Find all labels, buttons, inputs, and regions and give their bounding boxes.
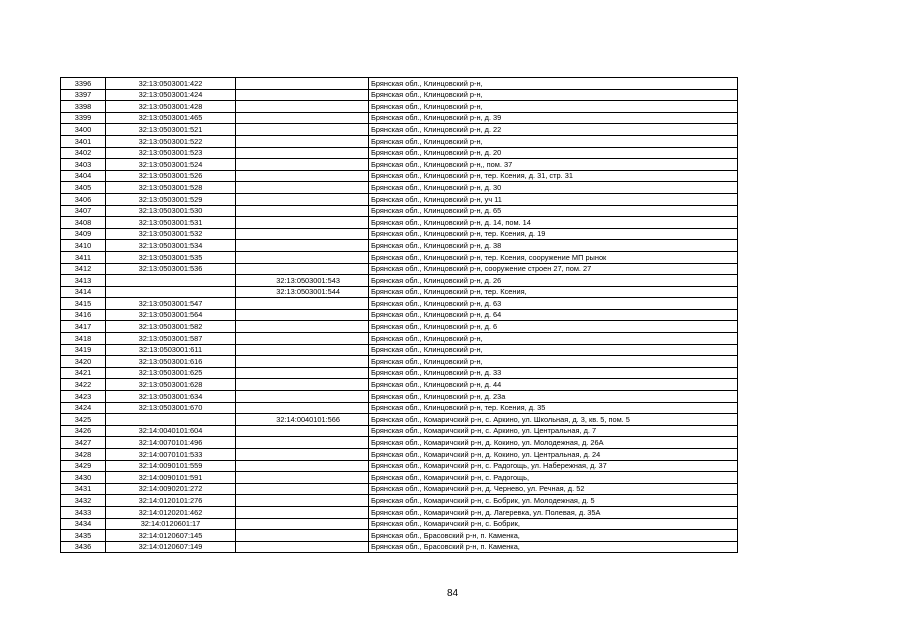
row-number-cell: 3401 — [61, 135, 106, 147]
cadastral-number-alt-cell — [236, 449, 369, 461]
row-number-cell: 3410 — [61, 240, 106, 252]
table-row — [61, 367, 738, 379]
cadastral-number-cell: 32:13:0503001:628 — [106, 379, 236, 391]
cadastral-number-cell: 32:14:0090101:591 — [106, 472, 236, 484]
address-cell: Брянская обл., Комаричский р-н, с. Аркино, ул. Школьная, д. 3, кв. 5, пом. 5 — [369, 414, 738, 426]
cadastral-number-alt-cell — [236, 78, 369, 90]
address-cell: Брянская обл., Клинцовский р-н, тер. Ксения, д. 19 — [369, 228, 738, 240]
row-number-cell: 3397 — [61, 89, 106, 101]
table-row — [61, 460, 738, 472]
table-row — [61, 518, 738, 530]
address-cell: Брянская обл., Клинцовский р-н, — [369, 344, 738, 356]
address-cell: Брянская обл., Клинцовский р-н, — [369, 89, 738, 101]
cadastral-number-alt-cell — [236, 101, 369, 113]
cadastral-number-alt-cell — [236, 402, 369, 414]
cadastral-number-alt-cell — [236, 205, 369, 217]
cadastral-number-alt-cell — [236, 356, 369, 368]
table-row — [61, 530, 738, 542]
cadastral-number-cell: 32:13:0503001:564 — [106, 309, 236, 321]
cadastral-number-cell: 32:13:0503001:424 — [106, 89, 236, 101]
cadastral-number-cell: 32:13:0503001:531 — [106, 217, 236, 229]
table-row — [61, 414, 738, 426]
cadastral-number-alt-cell — [236, 89, 369, 101]
row-number-cell: 3414 — [61, 286, 106, 298]
address-cell: Брянская обл., Клинцовский р-н, д. 26 — [369, 275, 738, 287]
row-number-cell: 3402 — [61, 147, 106, 159]
address-cell: Брянская обл., Клинцовский р-н, д. 64 — [369, 309, 738, 321]
row-number-cell: 3404 — [61, 170, 106, 182]
address-cell: Брянская обл., Клинцовский р-н, д. 6 — [369, 321, 738, 333]
cadastral-number-alt-cell — [236, 309, 369, 321]
address-cell: Брянская обл., Клинцовский р-н, — [369, 356, 738, 368]
row-number-cell: 3406 — [61, 193, 106, 205]
address-cell: Брянская обл., Клинцовский р-н, д. 65 — [369, 205, 738, 217]
row-number-cell: 3428 — [61, 449, 106, 461]
table-row — [61, 159, 738, 171]
table-row — [61, 170, 738, 182]
row-number-cell: 3426 — [61, 425, 106, 437]
cadastral-number-cell: 32:13:0503001:582 — [106, 321, 236, 333]
address-cell: Брянская обл., Клинцовский р-н, д. 39 — [369, 112, 738, 124]
address-cell: Брянская обл., Комаричский р-н, с. Радогощь, ул. Набережная, д. 37 — [369, 460, 738, 472]
cadastral-number-cell: 32:13:0503001:634 — [106, 391, 236, 403]
address-cell: Брянская обл., Брасовский р-н, п. Каменка, — [369, 530, 738, 542]
address-cell: Брянская обл., Комаричский р-н, д. Лагеревка, ул. Полевая, д. 35А — [369, 506, 738, 518]
row-number-cell: 3418 — [61, 333, 106, 345]
cadastral-number-alt-cell — [236, 298, 369, 310]
table-row — [61, 286, 738, 298]
cadastral-number-cell — [106, 275, 236, 287]
table-row — [61, 333, 738, 345]
address-cell: Брянская обл., Комаричский р-н, д. Чернево, ул. Речная, д. 52 — [369, 483, 738, 495]
table-row — [61, 147, 738, 159]
address-cell: Брянская обл., Клинцовский р-н, д. 14, пом. 14 — [369, 217, 738, 229]
cadastral-number-cell: 32:13:0503001:534 — [106, 240, 236, 252]
address-cell: Брянская обл., Клинцовский р-н, тер. Ксения, д. 35 — [369, 402, 738, 414]
cadastral-number-alt-cell — [236, 483, 369, 495]
address-cell: Брянская обл., Клинцовский р-н, — [369, 135, 738, 147]
cadastral-number-cell: 32:13:0503001:530 — [106, 205, 236, 217]
cadastral-number-alt-cell — [236, 379, 369, 391]
address-cell: Брянская обл., Клинцовский р-н,, пом. 37 — [369, 159, 738, 171]
row-number-cell: 3430 — [61, 472, 106, 484]
address-cell: Брянская обл., Клинцовский р-н, тер. Ксения, д. 31, стр. 31 — [369, 170, 738, 182]
address-cell: Брянская обл., Клинцовский р-н, — [369, 78, 738, 90]
cadastral-number-cell: 32:13:0503001:536 — [106, 263, 236, 275]
row-number-cell: 3434 — [61, 518, 106, 530]
row-number-cell: 3416 — [61, 309, 106, 321]
row-number-cell: 3398 — [61, 101, 106, 113]
address-cell: Брянская обл., Клинцовский р-н, д. 22 — [369, 124, 738, 136]
row-number-cell: 3423 — [61, 391, 106, 403]
row-number-cell: 3408 — [61, 217, 106, 229]
table-row — [61, 298, 738, 310]
cadastral-number-alt-cell — [236, 263, 369, 275]
cadastral-number-alt-cell — [236, 251, 369, 263]
cadastral-number-alt-cell — [236, 530, 369, 542]
cadastral-number-cell: 32:13:0503001:625 — [106, 367, 236, 379]
table-row — [61, 379, 738, 391]
cadastral-number-alt-cell: 32:13:0503001:544 — [236, 286, 369, 298]
cadastral-number-cell: 32:13:0503001:523 — [106, 147, 236, 159]
cadastral-number-alt-cell — [236, 321, 369, 333]
row-number-cell: 3431 — [61, 483, 106, 495]
cadastral-number-alt-cell — [236, 112, 369, 124]
row-number-cell: 3400 — [61, 124, 106, 136]
row-number-cell: 3396 — [61, 78, 106, 90]
cadastral-number-cell — [106, 286, 236, 298]
address-cell: Брянская обл., Клинцовский р-н, — [369, 101, 738, 113]
cadastral-number-alt-cell — [236, 228, 369, 240]
table-row — [61, 437, 738, 449]
row-number-cell: 3432 — [61, 495, 106, 507]
table-row — [61, 251, 738, 263]
address-cell: Брянская обл., Комаричский р-н, с. Аркино, ул. Центральная, д. 7 — [369, 425, 738, 437]
registry-table — [60, 77, 738, 553]
row-number-cell: 3412 — [61, 263, 106, 275]
table-row — [61, 344, 738, 356]
address-cell: Брянская обл., Клинцовский р-н, д. 38 — [369, 240, 738, 252]
cadastral-number-alt-cell — [236, 541, 369, 553]
table-row — [61, 356, 738, 368]
registry-table-body — [61, 78, 738, 553]
cadastral-number-alt-cell — [236, 344, 369, 356]
cadastral-number-alt-cell — [236, 135, 369, 147]
row-number-cell: 3407 — [61, 205, 106, 217]
row-number-cell: 3424 — [61, 402, 106, 414]
cadastral-number-cell: 32:13:0503001:528 — [106, 182, 236, 194]
cadastral-number-cell: 32:13:0503001:529 — [106, 193, 236, 205]
row-number-cell: 3422 — [61, 379, 106, 391]
table-row — [61, 124, 738, 136]
cadastral-number-alt-cell — [236, 518, 369, 530]
cadastral-number-alt-cell — [236, 495, 369, 507]
cadastral-number-alt-cell — [236, 147, 369, 159]
row-number-cell: 3399 — [61, 112, 106, 124]
cadastral-number-cell: 32:13:0503001:611 — [106, 344, 236, 356]
cadastral-number-cell: 32:13:0503001:521 — [106, 124, 236, 136]
cadastral-number-alt-cell: 32:14:0040101:566 — [236, 414, 369, 426]
address-cell: Брянская обл., Комаричский р-н, д. Кокино, ул. Центральная, д. 24 — [369, 449, 738, 461]
address-cell: Брянская обл., Комаричский р-н, д. Кокино, ул. Молодежная, д. 26А — [369, 437, 738, 449]
table-row — [61, 506, 738, 518]
table-row — [61, 541, 738, 553]
table-row — [61, 89, 738, 101]
cadastral-number-cell: 32:13:0503001:465 — [106, 112, 236, 124]
row-number-cell: 3429 — [61, 460, 106, 472]
table-row — [61, 263, 738, 275]
cadastral-number-cell: 32:14:0120101:276 — [106, 495, 236, 507]
table-row — [61, 205, 738, 217]
cadastral-number-cell: 32:13:0503001:526 — [106, 170, 236, 182]
table-row — [61, 449, 738, 461]
cadastral-number-alt-cell: 32:13:0503001:543 — [236, 275, 369, 287]
table-row — [61, 391, 738, 403]
table-row — [61, 112, 738, 124]
address-cell: Брянская обл., Комаричский р-н, с. Бобрик, ул. Молодежная, д. 5 — [369, 495, 738, 507]
table-row — [61, 101, 738, 113]
table-row — [61, 217, 738, 229]
cadastral-number-cell: 32:14:0120201:462 — [106, 506, 236, 518]
row-number-cell: 3417 — [61, 321, 106, 333]
cadastral-number-alt-cell — [236, 159, 369, 171]
table-row — [61, 309, 738, 321]
table-row — [61, 425, 738, 437]
cadastral-number-cell: 32:14:0070101:496 — [106, 437, 236, 449]
row-number-cell: 3433 — [61, 506, 106, 518]
cadastral-number-cell: 32:14:0120607:145 — [106, 530, 236, 542]
cadastral-number-alt-cell — [236, 193, 369, 205]
cadastral-number-cell: 32:13:0503001:532 — [106, 228, 236, 240]
row-number-cell: 3419 — [61, 344, 106, 356]
address-cell: Брянская обл., Клинцовский р-н, д. 23а — [369, 391, 738, 403]
cadastral-number-alt-cell — [236, 333, 369, 345]
row-number-cell: 3436 — [61, 541, 106, 553]
row-number-cell: 3403 — [61, 159, 106, 171]
cadastral-number-cell: 32:14:0070101:533 — [106, 449, 236, 461]
table-row — [61, 495, 738, 507]
table-row — [61, 472, 738, 484]
cadastral-number-cell: 32:13:0503001:587 — [106, 333, 236, 345]
row-number-cell: 3425 — [61, 414, 106, 426]
table-row — [61, 78, 738, 90]
address-cell: Брянская обл., Клинцовский р-н, д. 20 — [369, 147, 738, 159]
cadastral-number-alt-cell — [236, 472, 369, 484]
cadastral-number-alt-cell — [236, 182, 369, 194]
table-row — [61, 402, 738, 414]
table-row — [61, 321, 738, 333]
cadastral-number-cell: 32:13:0503001:616 — [106, 356, 236, 368]
cadastral-number-alt-cell — [236, 367, 369, 379]
row-number-cell: 3427 — [61, 437, 106, 449]
cadastral-number-cell: 32:14:0120607:149 — [106, 541, 236, 553]
cadastral-number-cell — [106, 414, 236, 426]
cadastral-number-alt-cell — [236, 170, 369, 182]
row-number-cell: 3421 — [61, 367, 106, 379]
table-row — [61, 135, 738, 147]
address-cell: Брянская обл., Клинцовский р-н, уч 11 — [369, 193, 738, 205]
address-cell: Брянская обл., Клинцовский р-н, сооружение строен 27, пом. 27 — [369, 263, 738, 275]
address-cell: Брянская обл., Брасовский р-н, п. Каменка, — [369, 541, 738, 553]
row-number-cell: 3405 — [61, 182, 106, 194]
table-row — [61, 182, 738, 194]
address-cell: Брянская обл., Клинцовский р-н, тер. Ксения, — [369, 286, 738, 298]
cadastral-number-alt-cell — [236, 425, 369, 437]
address-cell: Брянская обл., Комаричский р-н, с. Радогощь, — [369, 472, 738, 484]
cadastral-number-cell: 32:13:0503001:428 — [106, 101, 236, 113]
cadastral-number-alt-cell — [236, 506, 369, 518]
cadastral-number-cell: 32:13:0503001:524 — [106, 159, 236, 171]
table-row — [61, 240, 738, 252]
address-cell: Брянская обл., Клинцовский р-н, д. 30 — [369, 182, 738, 194]
address-cell: Брянская обл., Клинцовский р-н, д. 33 — [369, 367, 738, 379]
address-cell: Брянская обл., Клинцовский р-н, — [369, 333, 738, 345]
row-number-cell: 3420 — [61, 356, 106, 368]
row-number-cell: 3413 — [61, 275, 106, 287]
row-number-cell: 3415 — [61, 298, 106, 310]
row-number-cell: 3411 — [61, 251, 106, 263]
cadastral-number-alt-cell — [236, 217, 369, 229]
cadastral-number-alt-cell — [236, 460, 369, 472]
table-row — [61, 483, 738, 495]
cadastral-number-cell: 32:13:0503001:535 — [106, 251, 236, 263]
cadastral-number-alt-cell — [236, 124, 369, 136]
cadastral-number-cell: 32:13:0503001:422 — [106, 78, 236, 90]
address-cell: Брянская обл., Клинцовский р-н, д. 63 — [369, 298, 738, 310]
cadastral-number-cell: 32:13:0503001:547 — [106, 298, 236, 310]
cadastral-number-cell: 32:14:0090101:559 — [106, 460, 236, 472]
page-number: 84 — [446, 588, 459, 599]
cadastral-number-cell: 32:13:0503001:522 — [106, 135, 236, 147]
cadastral-number-alt-cell — [236, 391, 369, 403]
table-row — [61, 193, 738, 205]
address-cell: Брянская обл., Комаричский р-н, с. Бобрик, — [369, 518, 738, 530]
cadastral-number-alt-cell — [236, 240, 369, 252]
cadastral-number-alt-cell — [236, 437, 369, 449]
address-cell: Брянская обл., Клинцовский р-н, д. 44 — [369, 379, 738, 391]
cadastral-number-cell: 32:13:0503001:670 — [106, 402, 236, 414]
cadastral-number-cell: 32:14:0120601:17 — [106, 518, 236, 530]
table-row — [61, 228, 738, 240]
row-number-cell: 3435 — [61, 530, 106, 542]
cadastral-number-cell: 32:14:0040101:604 — [106, 425, 236, 437]
table-row — [61, 275, 738, 287]
address-cell: Брянская обл., Клинцовский р-н, тер. Ксения, сооружение МП рынок — [369, 251, 738, 263]
cadastral-number-cell: 32:14:0090201:272 — [106, 483, 236, 495]
row-number-cell: 3409 — [61, 228, 106, 240]
